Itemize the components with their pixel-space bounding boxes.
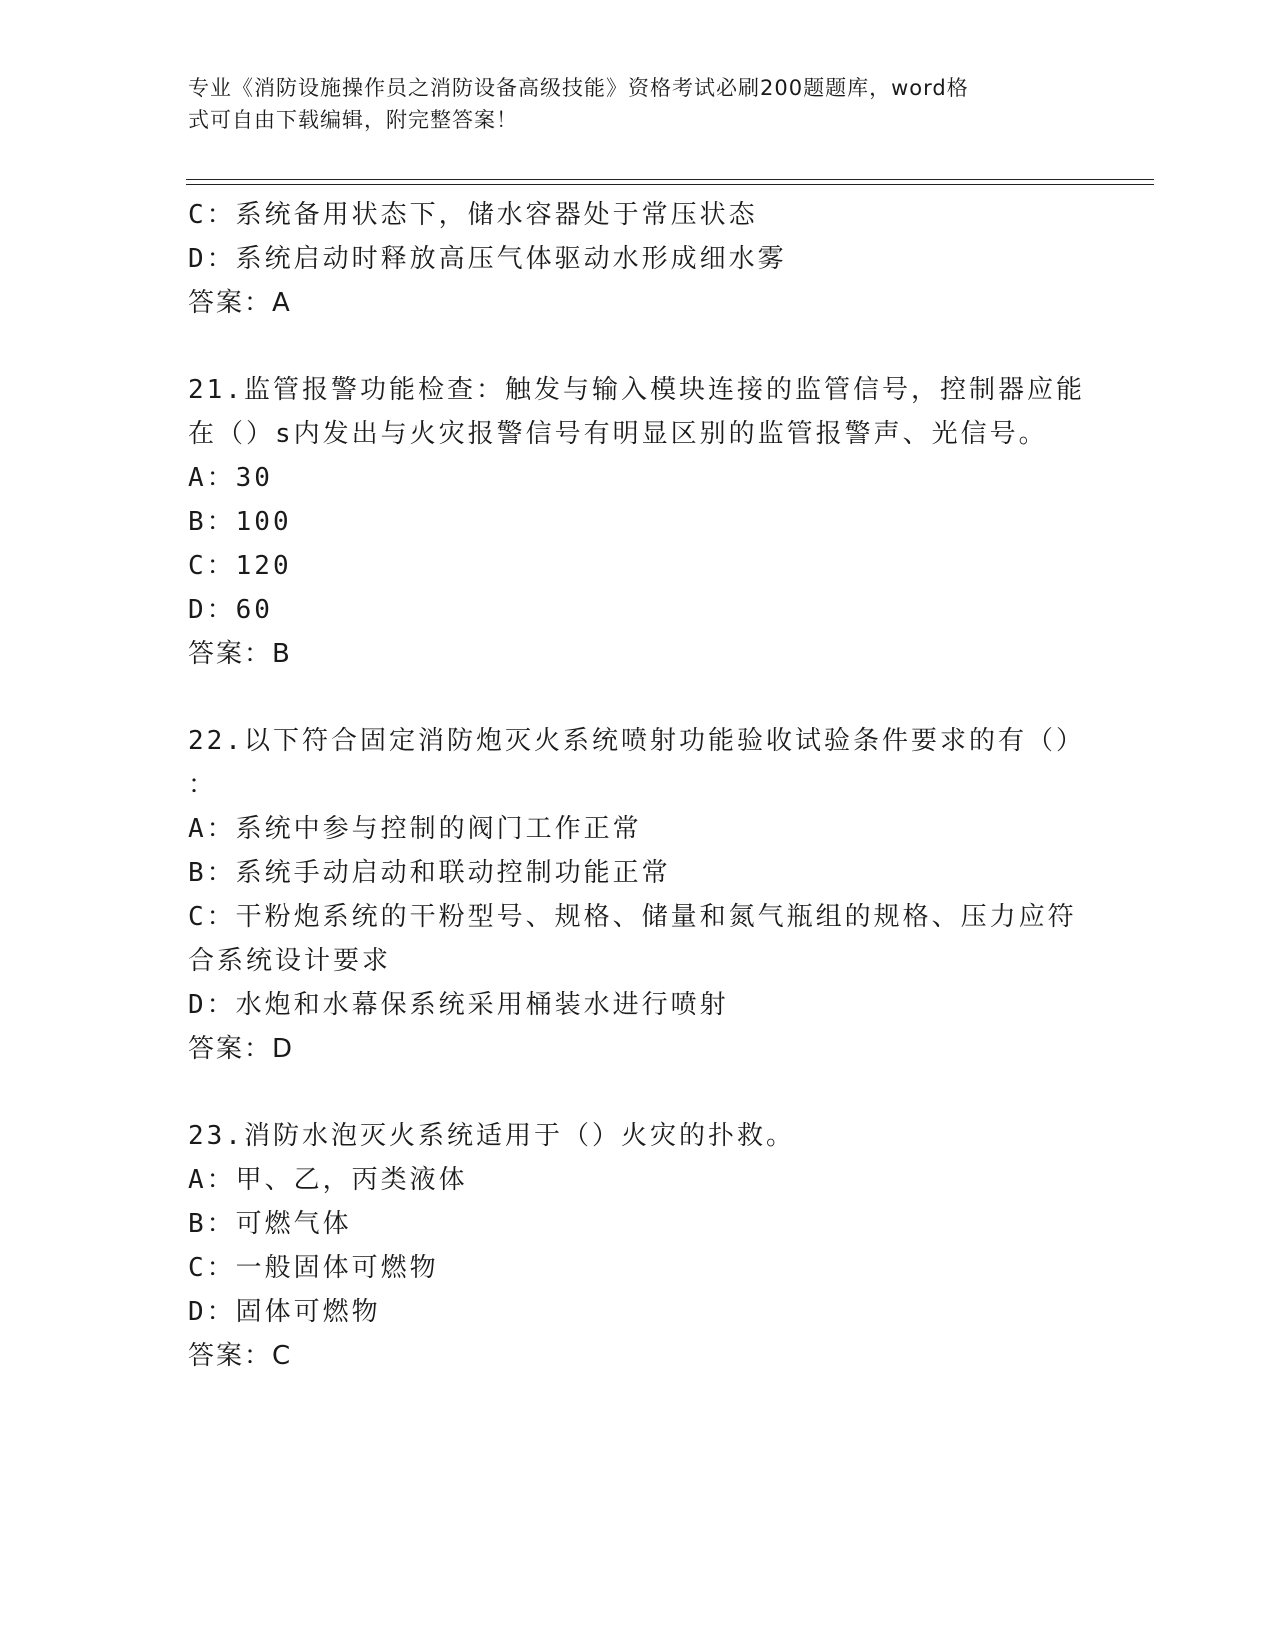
q22-option-d: D：水炮和水幕保系统采用桶装水进行喷射 (188, 990, 729, 1020)
q22-stem-line-2: ： (188, 770, 218, 800)
q23-option-b: B：可燃气体 (188, 1209, 352, 1239)
q20-answer: 答案：A (188, 288, 292, 318)
q23-answer: 答案：C (188, 1341, 293, 1371)
header-divider-top (186, 179, 1154, 180)
header-line-1: 专业《消防设施操作员之消防设备高级技能》资格考试必刷200题题库，word格 (188, 76, 969, 100)
q20-option-c: C：系统备用状态下，储水容器处于常压状态 (188, 200, 758, 230)
header-note (188, 72, 1088, 136)
q23-stem-line-1: 23.消防水泡灭火系统适用于（）火灾的扑救。 (188, 1121, 795, 1151)
q21-option-c: C：120 (188, 551, 292, 581)
q22-stem-line-1: 22.以下符合固定消防炮灭火系统喷射功能验收试验条件要求的有（） (188, 726, 1085, 756)
q23-option-a: A：甲、乙，丙类液体 (188, 1165, 468, 1195)
q23-option-c: C：一般固体可燃物 (188, 1253, 439, 1283)
q22-option-b: B：系统手动启动和联动控制功能正常 (188, 858, 671, 888)
q21-option-a: A：30 (188, 463, 273, 493)
q22-answer: 答案：D (188, 1034, 295, 1064)
header-line-2: 式可自由下载编辑，附完整答案！ (188, 108, 518, 132)
q22-option-c-line-2: 合系统设计要求 (188, 946, 392, 976)
q21-option-b: B：100 (188, 507, 292, 537)
q20-option-d: D：系统启动时释放高压气体驱动水形成细水雾 (188, 244, 787, 274)
q21-stem-line-1: 21.监管报警功能检查：触发与输入模块连接的监管信号，控制器应能 (188, 375, 1085, 405)
q23-option-d: D：固体可燃物 (188, 1297, 381, 1327)
q22-option-c-line-1: C：干粉炮系统的干粉型号、规格、储量和氮气瓶组的规格、压力应符 (188, 902, 1077, 932)
q21-stem-line-2: 在（）s内发出与火灾报警信号有明显区别的监管报警声、光信号。 (188, 419, 1048, 449)
q21-answer: 答案：B (188, 639, 292, 669)
q21-option-d: D：60 (188, 595, 273, 625)
header-divider-bottom (186, 184, 1154, 185)
q22-option-a: A：系统中参与控制的阀门工作正常 (188, 814, 642, 844)
